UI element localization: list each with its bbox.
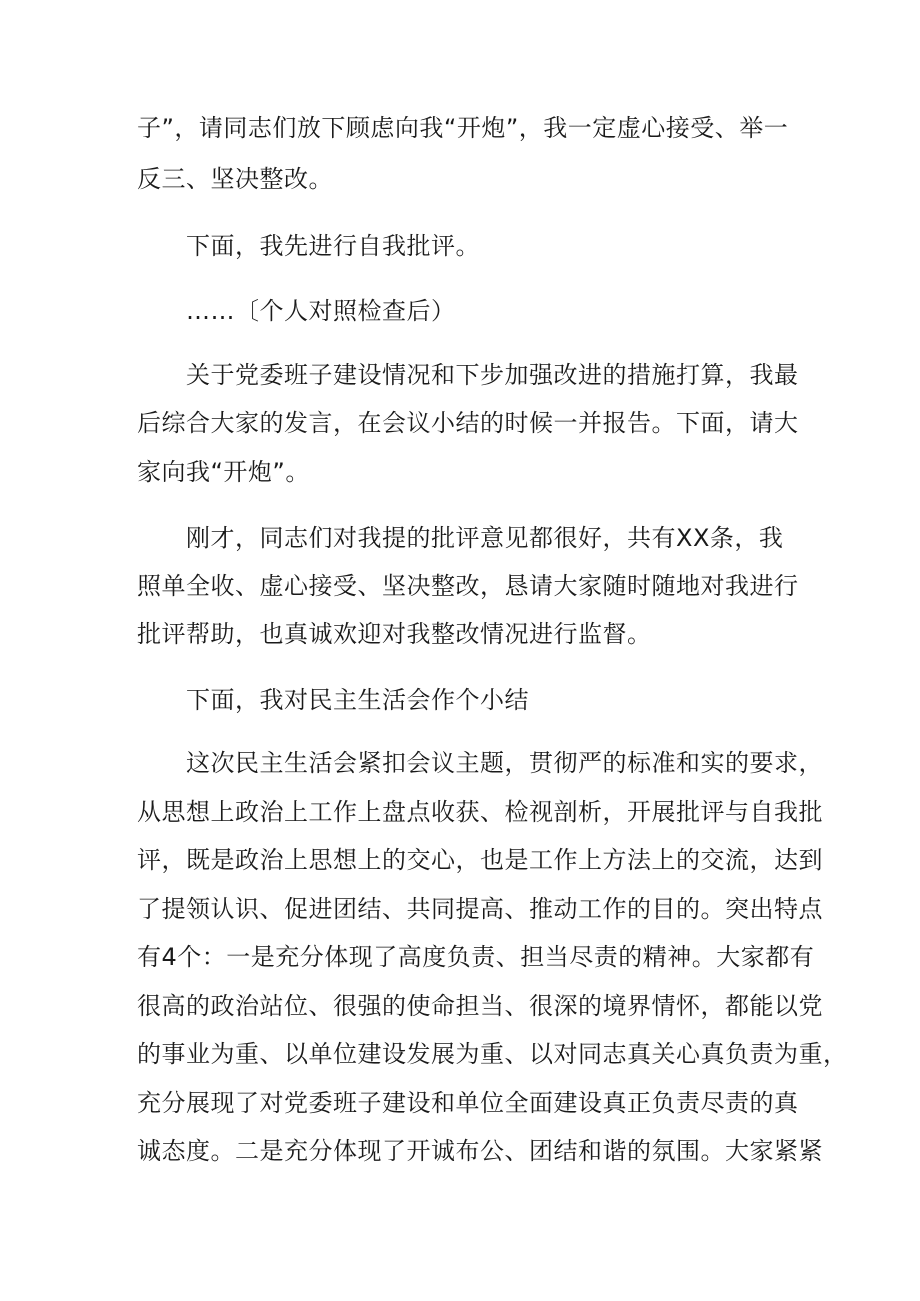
text-line: 反三、坚决整改。 <box>137 165 333 193</box>
text-line: 家向我“开炮”。 <box>137 458 310 486</box>
text-line: ……〔个人对照检查后） <box>186 297 456 325</box>
text-line: 批评帮助，也真诚欢迎对我整改情况进行监督。 <box>137 620 652 648</box>
text-line: 下面，我对民主生活会作个小结 <box>186 686 529 714</box>
text-line: 评，既是政治上思想上的交心，也是工作上方法上的交流，达到 <box>137 846 823 874</box>
text-line: 了提领认识、促进团结、共同提高、推动工作的目的。突出特点 <box>137 895 823 923</box>
text-line: 充分展现了对党委班子建设和单位全面建设真正负责尽责的真 <box>137 1089 799 1117</box>
text-line: 这次民主生活会紧扣会议主题，贯彻严的标准和实的要求， <box>186 749 823 777</box>
text-line: 子”，请同志们放下顾虑向我“开炮”，我一定虚心接受、举一 <box>137 114 789 142</box>
text-line: 有4个：一是充分体现了高度负责、担当尽责的精神。大家都有 <box>137 943 815 971</box>
text-line: 诚态度。二是充分体现了开诚布公、团结和谐的氛围。大家紧紧 <box>137 1137 823 1165</box>
text-line: 刚才，同志们对我提的批评意见都很好，共有XX条，我 <box>186 524 784 552</box>
text-line: 照单全收、虚心接受、坚决整改，恳请大家随时随地对我进行 <box>137 572 799 600</box>
text-line: 的事业为重、以单位建设发展为重、以对同志真关心真负责为重， <box>137 1040 848 1068</box>
text-line: 关于党委班子建设情况和下步加强改进的措施打算，我最 <box>186 361 799 389</box>
text-line: 从思想上政治上工作上盘点收获、检视剖析，开展批评与自我批 <box>137 798 823 826</box>
text-line: 后综合大家的发言，在会议小结的时候一并报告。下面，请大 <box>137 409 799 437</box>
text-line: 很高的政治站位、很强的使命担当、很深的境界情怀，都能以党 <box>137 992 823 1020</box>
text-line: 下面，我先进行自我批评。 <box>186 232 480 260</box>
